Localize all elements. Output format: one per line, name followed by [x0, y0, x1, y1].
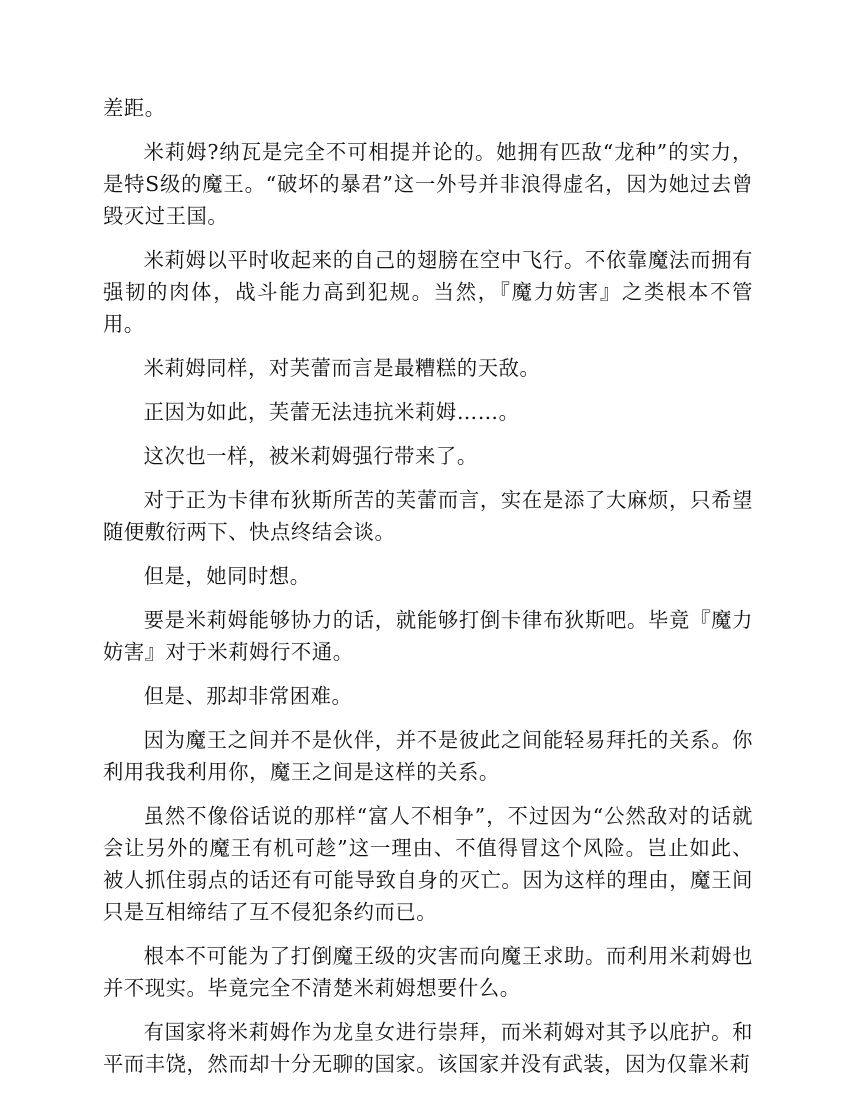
document-page [103, 92, 753, 1092]
paragraph-4: 米莉姆同样，对芙蕾而言是最糟糕的天敌。 [143, 356, 541, 380]
paragraph-11: 因为魔王之间并不是伙伴，并不是彼此之间能轻易拜托的关系。你利用我我利用你，魔王之间是这样的关系。 [103, 728, 753, 784]
paragraph-5: 正因为如此，芙蕾无法违抗米莉姆……。 [143, 400, 520, 424]
paragraph-13: 根本不可能为了打倒魔王级的灾害而向魔王求助。而利用米莉姆也并不现实。毕竟完全不清楚米莉姆想要什么。 [103, 944, 753, 1000]
paragraph-12: 虽然不像俗话说的那样“富人不相争”，不过因为“公然敌对的话就会让另外的魔王有机可趁”这一理由、不值得冒这个风险。岂止如此、被人抓住弱点的话还有可能导致自身的灭亡。因为这样的理由，魔王间只是互相缔结了互不侵犯条约而已。 [103, 804, 753, 924]
paragraph-10: 但是、那却非常困难。 [143, 684, 353, 708]
paragraph-6: 这次也一样，被米莉姆强行带来了。 [143, 444, 478, 468]
paragraph-3: 米莉姆以平时收起来的自己的翅膀在空中飞行。不依靠魔法而拥有强韧的肉体，战斗能力高到犯规。当然，『魔力妨害』之类根本不管用。 [103, 248, 753, 336]
paragraph-9: 要是米莉姆能够协力的话，就能够打倒卡律布狄斯吧。毕竟『魔力妨害』对于米莉姆行不通。 [103, 608, 753, 664]
paragraph-8: 但是，她同时想。 [143, 564, 311, 588]
paragraph-1: 差距。 [103, 96, 166, 120]
paragraph-2: 米莉姆?纳瓦是完全不可相提并论的。她拥有匹敌“龙种”的实力，是特S级的魔王。“破坏的暴君”这一外号并非浪得虚名，因为她过去曾毁灭过王国。 [103, 140, 753, 228]
paragraph-7: 对于正为卡律布狄斯所苦的芙蕾而言，实在是添了大麻烦，只希望随便敷衍两下、快点终结会谈。 [103, 488, 753, 544]
paragraph-14: 有国家将米莉姆作为龙皇女进行崇拜，而米莉姆对其予以庇护。和平而丰饶，然而却十分无聊的国家。该国家并没有武装，因为仅靠米莉 [103, 1020, 753, 1076]
